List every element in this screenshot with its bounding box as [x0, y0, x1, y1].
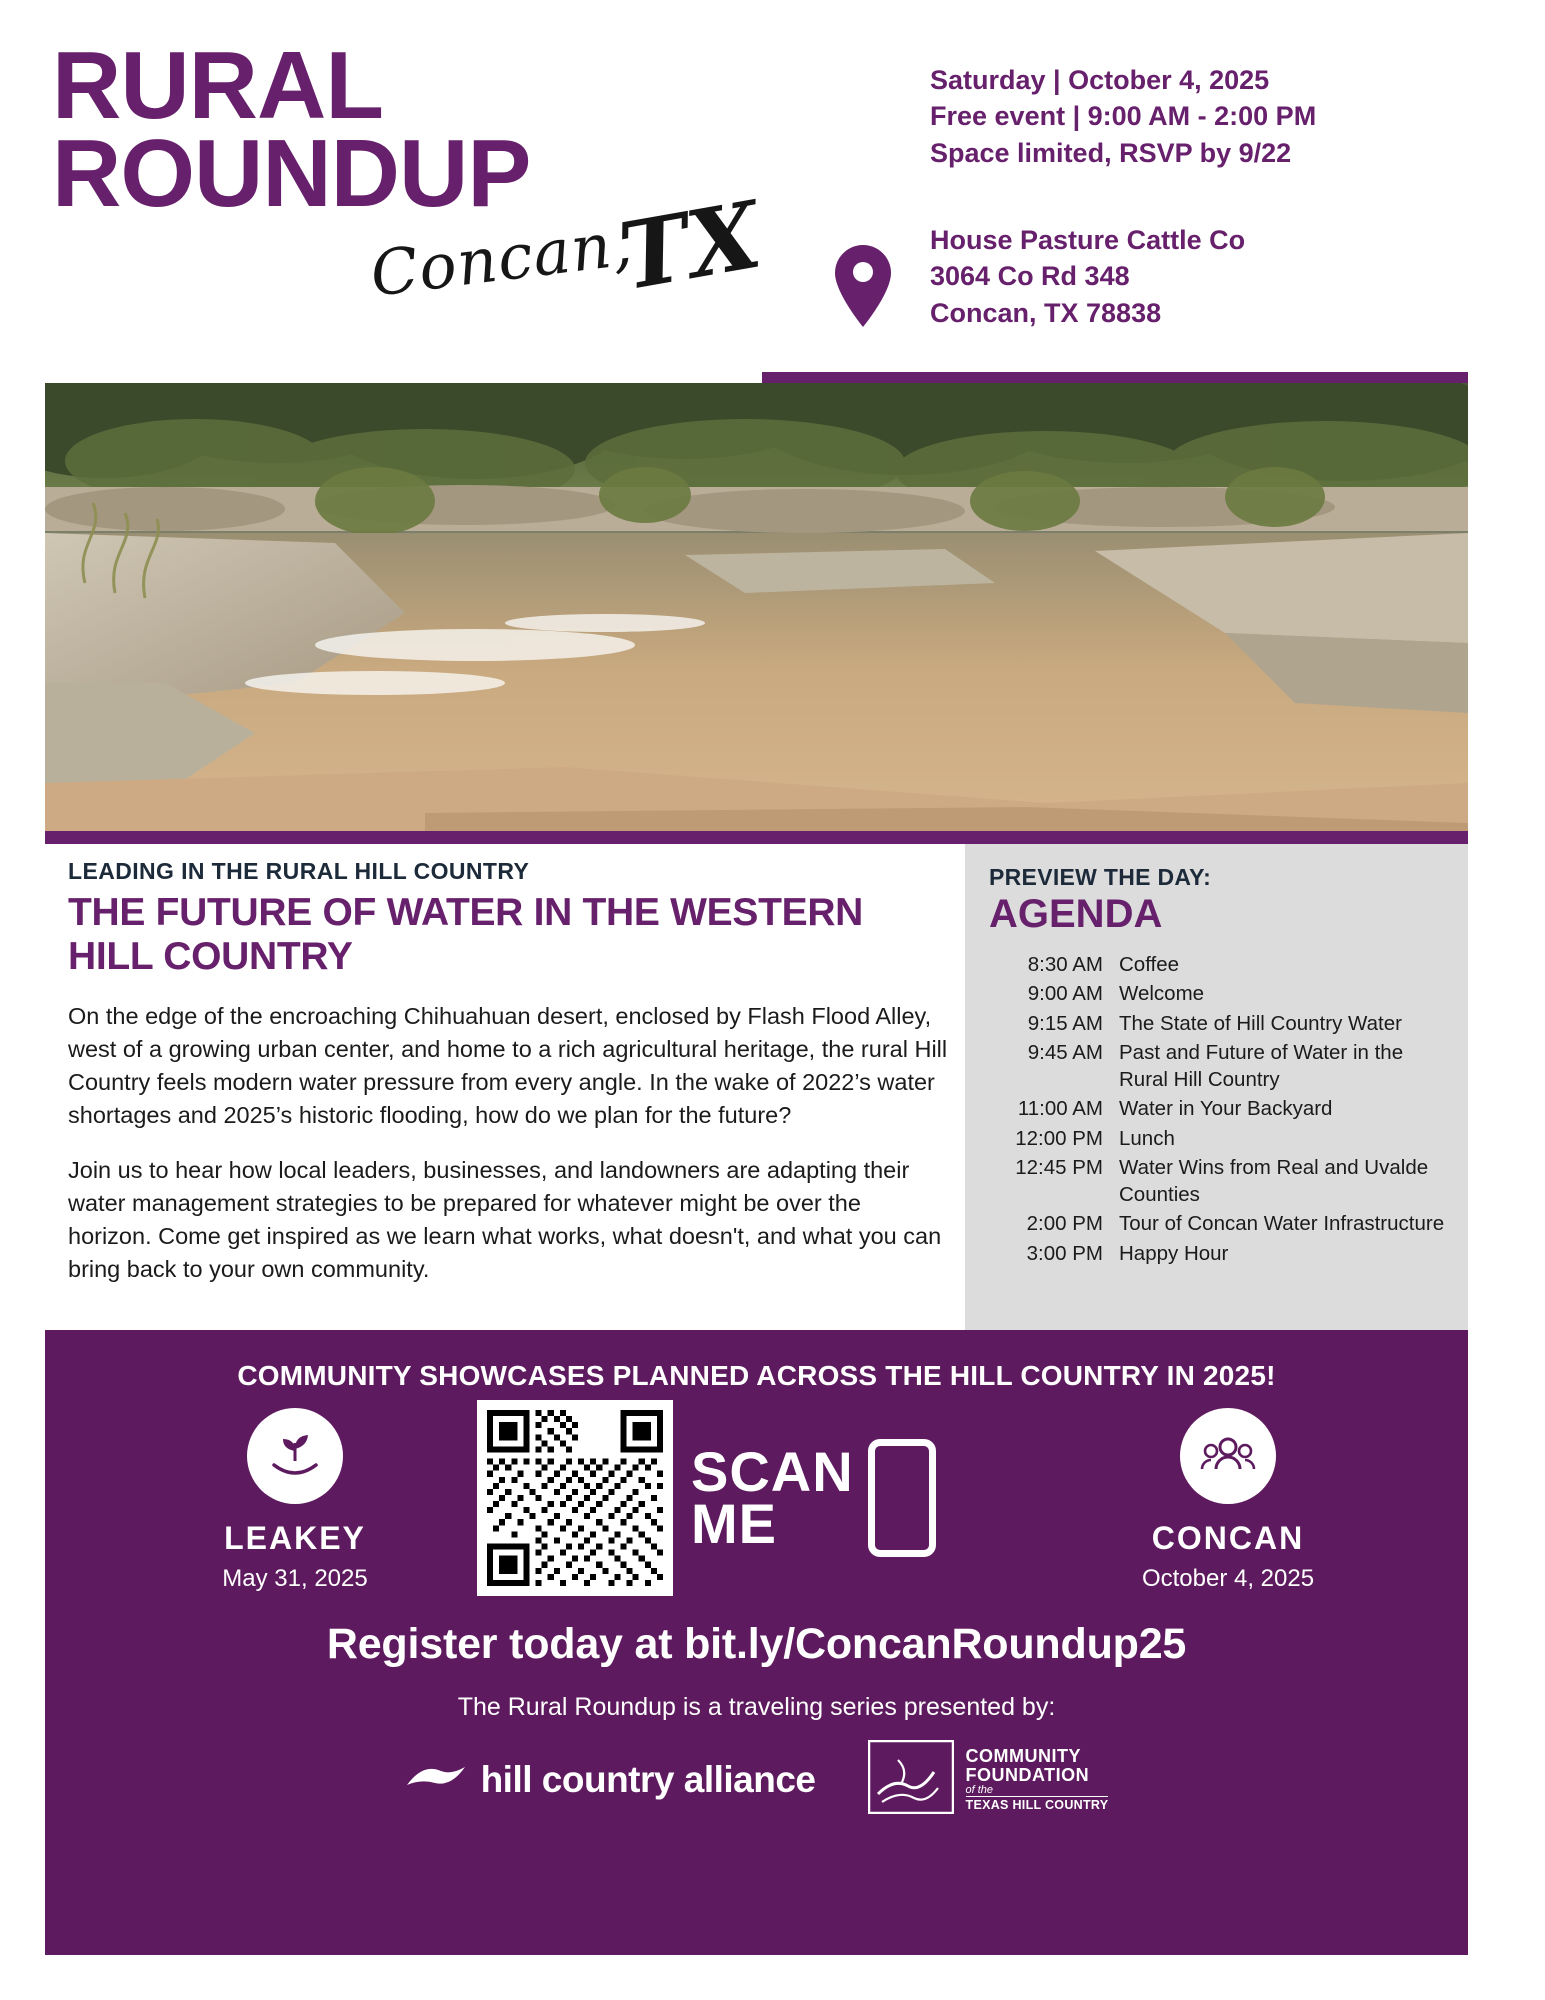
showcase-concan-date: October 4, 2025 — [1141, 1565, 1315, 1592]
agenda-row — [989, 1210, 1450, 1237]
agenda-item: The State of Hill Country Water — [1119, 1011, 1402, 1035]
agenda-row — [989, 980, 1450, 1007]
event-meta — [930, 62, 1316, 171]
hero-photo — [45, 383, 1468, 831]
presented-by-text: The Rural Roundup is a traveling series presented by: — [457, 1693, 1056, 1721]
showcase-leakey-date: May 31, 2025 — [222, 1565, 368, 1592]
script-state: TX — [611, 180, 769, 312]
showcase-leakey-name: LEAKEY — [224, 1520, 366, 1556]
community-foundation-wordmark — [966, 1747, 1109, 1812]
page-title: THE FUTURE OF WATER IN THE WESTERN HILL COUNTRY — [68, 891, 864, 978]
article-block — [68, 858, 948, 1285]
agenda-row — [989, 1240, 1450, 1267]
agenda-row — [989, 1154, 1450, 1209]
agenda-row — [989, 1095, 1450, 1122]
eyebrow-text: LEADING IN THE RURAL HILL COUNTRY — [68, 858, 530, 884]
people-group-icon — [1180, 1408, 1276, 1504]
agenda-time: 11:00 AM — [1017, 1097, 1103, 1121]
agenda-row — [989, 1039, 1450, 1094]
agenda-title: AGENDA — [989, 892, 1163, 936]
agenda-time: 9:15 AM — [1027, 1011, 1103, 1035]
header — [0, 0, 1545, 378]
cf-line-2: FOUNDATION — [965, 1764, 1090, 1785]
agenda-item: Happy Hour — [1119, 1241, 1229, 1265]
script-town: Concan, — [366, 206, 637, 311]
showcase-concan — [1088, 1408, 1368, 1593]
agenda-item: Lunch — [1119, 1126, 1175, 1150]
agenda-item: Tour of Concan Water Infrastructure — [1119, 1212, 1445, 1236]
footer-headline: COMMUNITY SHOWCASES PLANNED ACROSS THE HILL COUNTRY IN 2025! — [237, 1360, 1276, 1391]
agenda-list — [989, 951, 1450, 1267]
hill-country-alliance-logo — [405, 1755, 816, 1804]
scan-line-2: ME — [691, 1492, 777, 1555]
logo-row — [45, 1740, 1468, 1819]
paragraph-1: On the edge of the encroaching Chihuahuan desert, enclosed by Flash Flood Alley, west of a growing urban center, and home to a rich agricultural heritage, the rural Hill Country feels modern water pressure from every angle. In the wake of 2022’s water shortages and 2025’s historic flooding, how do we plan for the future? — [68, 1003, 948, 1129]
agenda-kicker: PREVIEW THE DAY: — [989, 864, 1212, 890]
cf-line-3: of the — [965, 1783, 994, 1796]
showcase-row — [45, 1408, 1468, 1618]
agenda-time: 12:00 PM — [1015, 1126, 1103, 1150]
venue-street: 3064 Co Rd 348 — [930, 261, 1130, 292]
agenda-panel — [965, 844, 1468, 1334]
venue-address — [930, 222, 1245, 331]
venue-name: House Pasture Cattle Co — [930, 225, 1246, 255]
event-time: Free event | 9:00 AM - 2:00 PM — [930, 101, 1317, 132]
agenda-time: 9:00 AM — [1027, 982, 1103, 1006]
smartphone-icon — [868, 1439, 936, 1557]
showcase-concan-name: CONCAN — [1151, 1520, 1305, 1556]
community-foundation-logo — [868, 1740, 1109, 1819]
venue-city: Concan, TX 78838 — [930, 297, 1162, 328]
agenda-row — [989, 1010, 1450, 1037]
title-line-2: ROUNDUP — [52, 120, 531, 228]
cf-line-4: TEXAS HILL COUNTRY — [965, 1798, 1109, 1813]
map-pin-icon — [832, 243, 894, 334]
cf-line-1: COMMUNITY — [965, 1745, 1082, 1766]
showcase-leakey — [155, 1408, 435, 1593]
agenda-time: 8:30 AM — [1027, 953, 1103, 976]
hill-country-alliance-wordmark: hill country alliance — [480, 1758, 816, 1800]
community-foundation-mark — [868, 1740, 954, 1819]
agenda-item: Water Wins from Real and Uvalde Counties — [1119, 1155, 1429, 1206]
event-rsvp: Space limited, RSVP by 9/22 — [930, 137, 1292, 168]
agenda-item: Welcome — [1119, 982, 1205, 1006]
register-link[interactable]: Register today at bit.ly/ConcanRoundup25 — [326, 1620, 1187, 1668]
event-date: Saturday | October 4, 2025 — [930, 65, 1270, 95]
accent-bar-bottom — [45, 831, 1468, 844]
scan-me-label — [691, 1439, 936, 1557]
hand-holding-plant-icon — [247, 1408, 343, 1504]
agenda-time: 2:00 PM — [1026, 1212, 1103, 1236]
qr-code[interactable] — [477, 1400, 673, 1596]
agenda-item: Coffee — [1119, 953, 1180, 976]
qr-block[interactable] — [477, 1400, 936, 1596]
agenda-time: 12:45 PM — [1015, 1155, 1103, 1179]
footer-panel — [45, 1330, 1468, 1955]
agenda-time: 3:00 PM — [1026, 1241, 1103, 1265]
agenda-row — [989, 951, 1450, 978]
agenda-row — [989, 1125, 1450, 1152]
scan-line-1: SCAN — [691, 1440, 854, 1504]
agenda-item: Water in Your Backyard — [1119, 1097, 1333, 1121]
title-line-1: RURAL — [52, 32, 383, 139]
paragraph-2: Join us to hear how local leaders, businesses, and landowners are adapting their water management strategies to be prepared for whatever might be over the horizon. Come get inspired as we learn what works, what doesn't, and what you can bring back to your own community. — [68, 1156, 942, 1282]
hill-country-alliance-mark — [405, 1755, 467, 1804]
agenda-time: 9:45 AM — [1027, 1040, 1103, 1064]
agenda-item: Past and Future of Water in the Rural Hill Country — [1119, 1040, 1404, 1091]
